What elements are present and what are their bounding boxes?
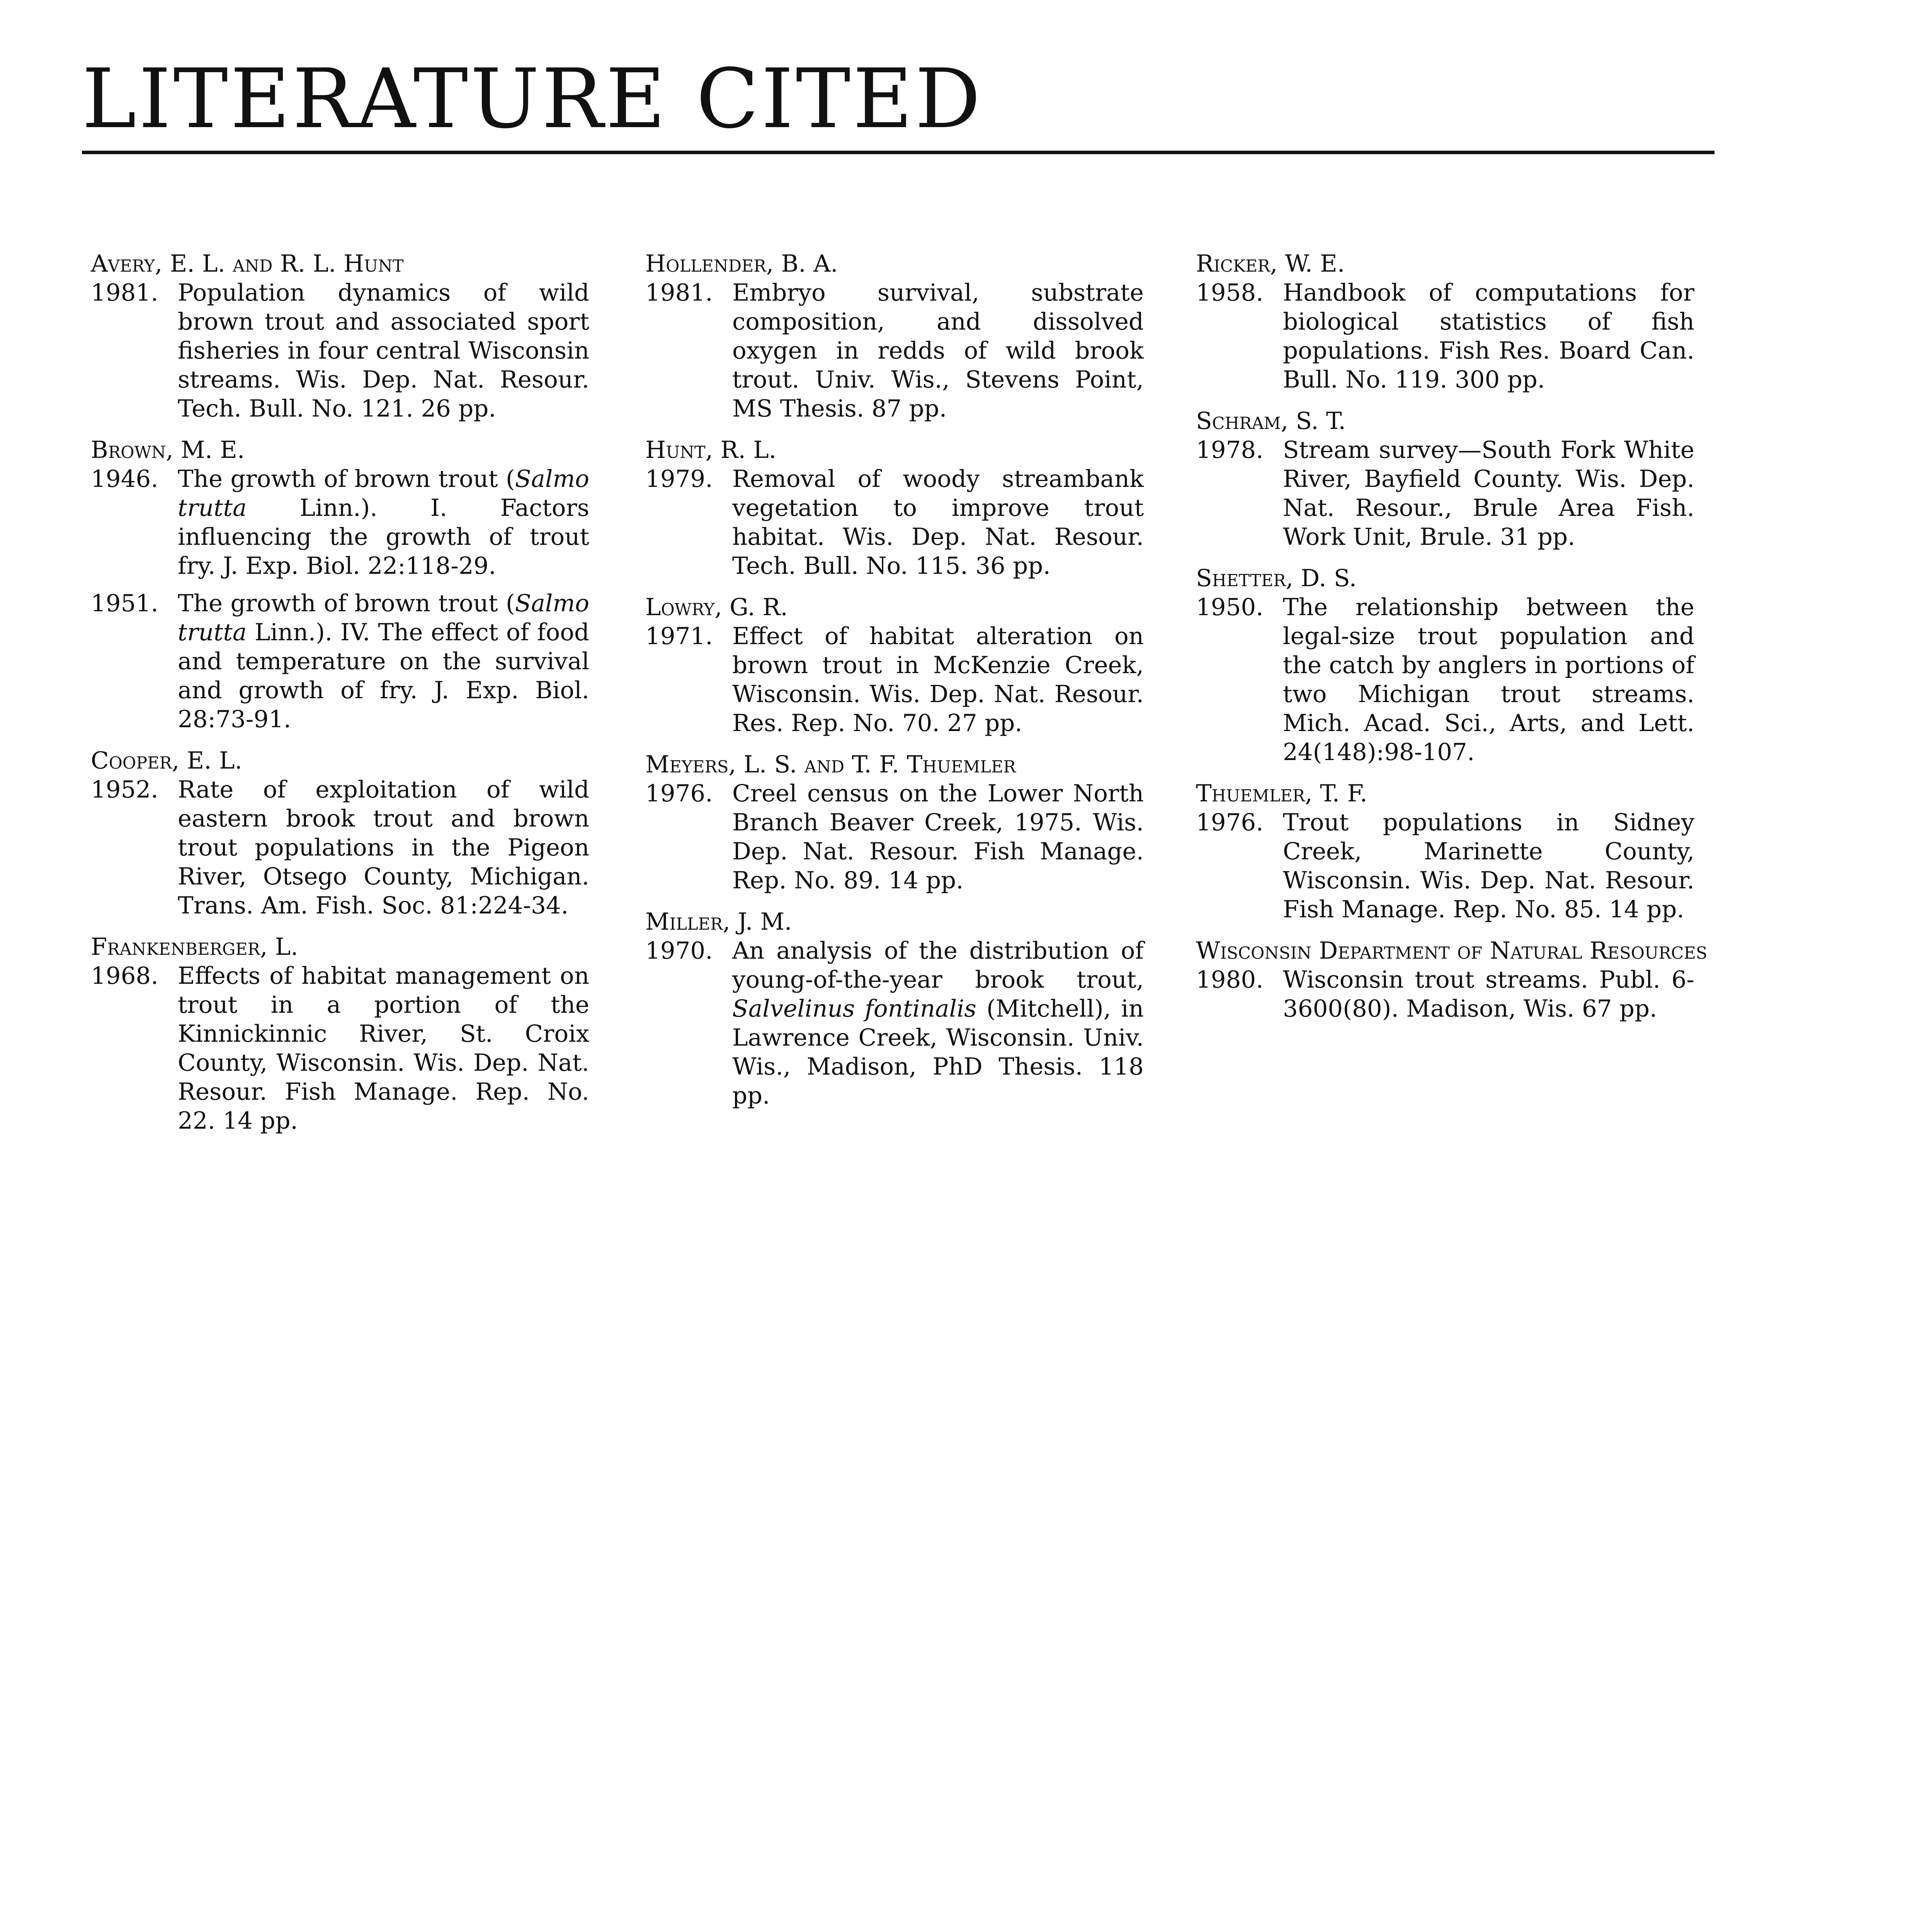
citation-text: Rate of exploitation of wild eastern brook trout and brown trout populations in the Pigeon River, Otsego County, Michigan. Trans. Am. Fish. Soc. 81:224-34. bbox=[178, 776, 589, 919]
citation-year: 1970. bbox=[645, 937, 713, 964]
reference-author: Brown, M. E. bbox=[91, 436, 245, 464]
reference-author: Ricker, W. E. bbox=[1196, 250, 1345, 277]
citation-text: Embryo survival, substrate composition, and dissolved oxygen in redds of wild brook trout. Univ. Wis., Stevens Point, MS Thesis. 87 pp. bbox=[732, 279, 1144, 422]
reference-author: Frankenberger, L. bbox=[91, 933, 298, 961]
citation bbox=[645, 779, 1144, 895]
citation bbox=[645, 464, 1144, 580]
citation-text: Creel census on the Lower North Branch Beaver Creek, 1975. Wis. Dep. Nat. Resour. Fish Manage. Rep. No. 89. 14 pp. bbox=[732, 780, 1144, 894]
citation bbox=[91, 464, 589, 580]
citation bbox=[1196, 808, 1694, 924]
citation-text: Effects of habitat management on trout in a portion of the Kinnickinnic River, St. Croix County, Wisconsin. Wis. Dep. Nat. Resour. Fish Manage. Rep. No. 22. 14 pp. bbox=[178, 962, 589, 1134]
reference-column-3 bbox=[1196, 249, 1708, 1036]
reference-entry bbox=[645, 907, 1144, 1110]
page-title: LITERATURE CITED bbox=[82, 51, 983, 146]
reference-entry bbox=[645, 435, 1144, 580]
reference-entry bbox=[1196, 779, 1694, 924]
reference-entry bbox=[91, 435, 589, 734]
reference-entry bbox=[1196, 406, 1694, 551]
citation-year: 1979. bbox=[645, 465, 713, 493]
citation bbox=[645, 936, 1144, 1110]
citation-year: 1978. bbox=[1196, 436, 1264, 464]
reference-author: Avery, E. L. and R. L. Hunt bbox=[91, 250, 404, 277]
citation bbox=[91, 589, 589, 734]
species-name: Salvelinus fontinalis bbox=[732, 995, 976, 1022]
reference-author: Lowry, G. R. bbox=[645, 594, 788, 621]
citation-text: Population dynamics of wild brown trout and associated sport fisheries in four central Wisconsin streams. Wis. Dep. Nat. Resour. Tech. Bull. No. 121. 26 pp. bbox=[178, 279, 589, 422]
reference-author: Hunt, R. L. bbox=[645, 436, 777, 464]
citation bbox=[1196, 435, 1694, 551]
reference-column-1 bbox=[91, 249, 589, 1148]
species-name: Salmo trutta bbox=[178, 465, 589, 522]
reference-entry bbox=[1196, 564, 1694, 767]
citation-year: 1976. bbox=[645, 780, 713, 807]
citation bbox=[645, 278, 1144, 423]
reference-column-2 bbox=[645, 249, 1144, 1122]
citation-year: 1981. bbox=[91, 279, 158, 306]
citation-text: Linn.). I. Factors influencing the growth of trout fry. J. Exp. Biol. 22:118-29. bbox=[178, 494, 589, 580]
citation-year: 1952. bbox=[91, 776, 158, 803]
reference-author: Thuemler, T. F. bbox=[1196, 780, 1367, 807]
citation-year: 1968. bbox=[91, 962, 158, 990]
citation-text: Wisconsin trout streams. Publ. 6-3600(80). Madison, Wis. 67 pp. bbox=[1283, 966, 1694, 1022]
citation-text: Effect of habitat alteration on brown trout in McKenzie Creek, Wisconsin. Wis. Dep. Nat. Resour. Res. Rep. No. 70. 27 pp. bbox=[732, 622, 1144, 737]
citation bbox=[91, 961, 589, 1135]
reference-author: Wisconsin Department of Natural Resources bbox=[1196, 937, 1708, 964]
citation bbox=[91, 775, 589, 920]
citation bbox=[1196, 965, 1694, 1023]
citation-text: Stream survey—South Fork White River, Bayfield County. Wis. Dep. Nat. Resour., Brule Area Fish. Work Unit, Brule. 31 pp. bbox=[1283, 436, 1694, 551]
citation-text: The growth of brown trout ( bbox=[178, 465, 515, 493]
reference-author: Meyers, L. S. and T. F. Thuemler bbox=[645, 751, 1016, 778]
reference-entry bbox=[1196, 249, 1694, 394]
reference-entry bbox=[91, 746, 589, 920]
citation-year: 1981. bbox=[645, 279, 713, 306]
citation-text: The relationship between the legal-size trout population and the catch by anglers in portions of two Michigan trout streams. Mich. Acad. Sci., Arts, and Lett. 24(148):98-107. bbox=[1283, 594, 1694, 766]
citation-text: Removal of woody streambank vegetation to improve trout habitat. Wis. Dep. Nat. Resour. Tech. Bull. No. 115. 36 pp. bbox=[732, 465, 1144, 580]
reference-entry bbox=[91, 249, 589, 423]
citation-year: 1958. bbox=[1196, 279, 1264, 306]
reference-author: Cooper, E. L. bbox=[91, 747, 242, 774]
citation bbox=[645, 622, 1144, 738]
citation-text: Handbook of computations for biological statistics of fish populations. Fish Res. Board Can. Bull. No. 119. 300 pp. bbox=[1283, 279, 1694, 393]
reference-author: Hollender, B. A. bbox=[645, 250, 838, 277]
citation-year: 1946. bbox=[91, 465, 158, 493]
reference-entry bbox=[91, 932, 589, 1135]
reference-entry bbox=[645, 249, 1144, 423]
citation-year: 1951. bbox=[91, 590, 158, 617]
citation-year: 1971. bbox=[645, 622, 713, 650]
citation bbox=[91, 278, 589, 423]
citation-text: (Mitchell), in Lawrence Creek, Wisconsin. Univ. Wis., Madison, PhD Thesis. 118 pp. bbox=[732, 995, 1144, 1109]
title-rule bbox=[82, 151, 1714, 154]
reference-entry bbox=[645, 593, 1144, 738]
citation-text: An analysis of the distribution of young-of-the-year brook trout, bbox=[732, 937, 1144, 993]
reference-author: Shetter, D. S. bbox=[1196, 565, 1357, 592]
species-name: Salmo trutta bbox=[178, 590, 589, 646]
citation-year: 1976. bbox=[1196, 809, 1264, 836]
citation-year: 1980. bbox=[1196, 966, 1264, 993]
reference-entry bbox=[1196, 936, 1708, 1023]
citation-year: 1950. bbox=[1196, 594, 1264, 621]
reference-author: Miller, J. M. bbox=[645, 908, 792, 935]
citation bbox=[1196, 278, 1694, 394]
reference-entry bbox=[645, 750, 1144, 895]
citation-text: The growth of brown trout ( bbox=[178, 590, 515, 617]
reference-author: Schram, S. T. bbox=[1196, 407, 1346, 435]
citation bbox=[1196, 593, 1694, 767]
citation-text: Trout populations in Sidney Creek, Marinette County, Wisconsin. Wis. Dep. Nat. Resour. Fish Manage. Rep. No. 85. 14 pp. bbox=[1283, 809, 1694, 923]
citation-text: Linn.). IV. The effect of food and temperature on the survival and growth of fry. J. Exp. Biol. 28:73-91. bbox=[178, 619, 589, 733]
